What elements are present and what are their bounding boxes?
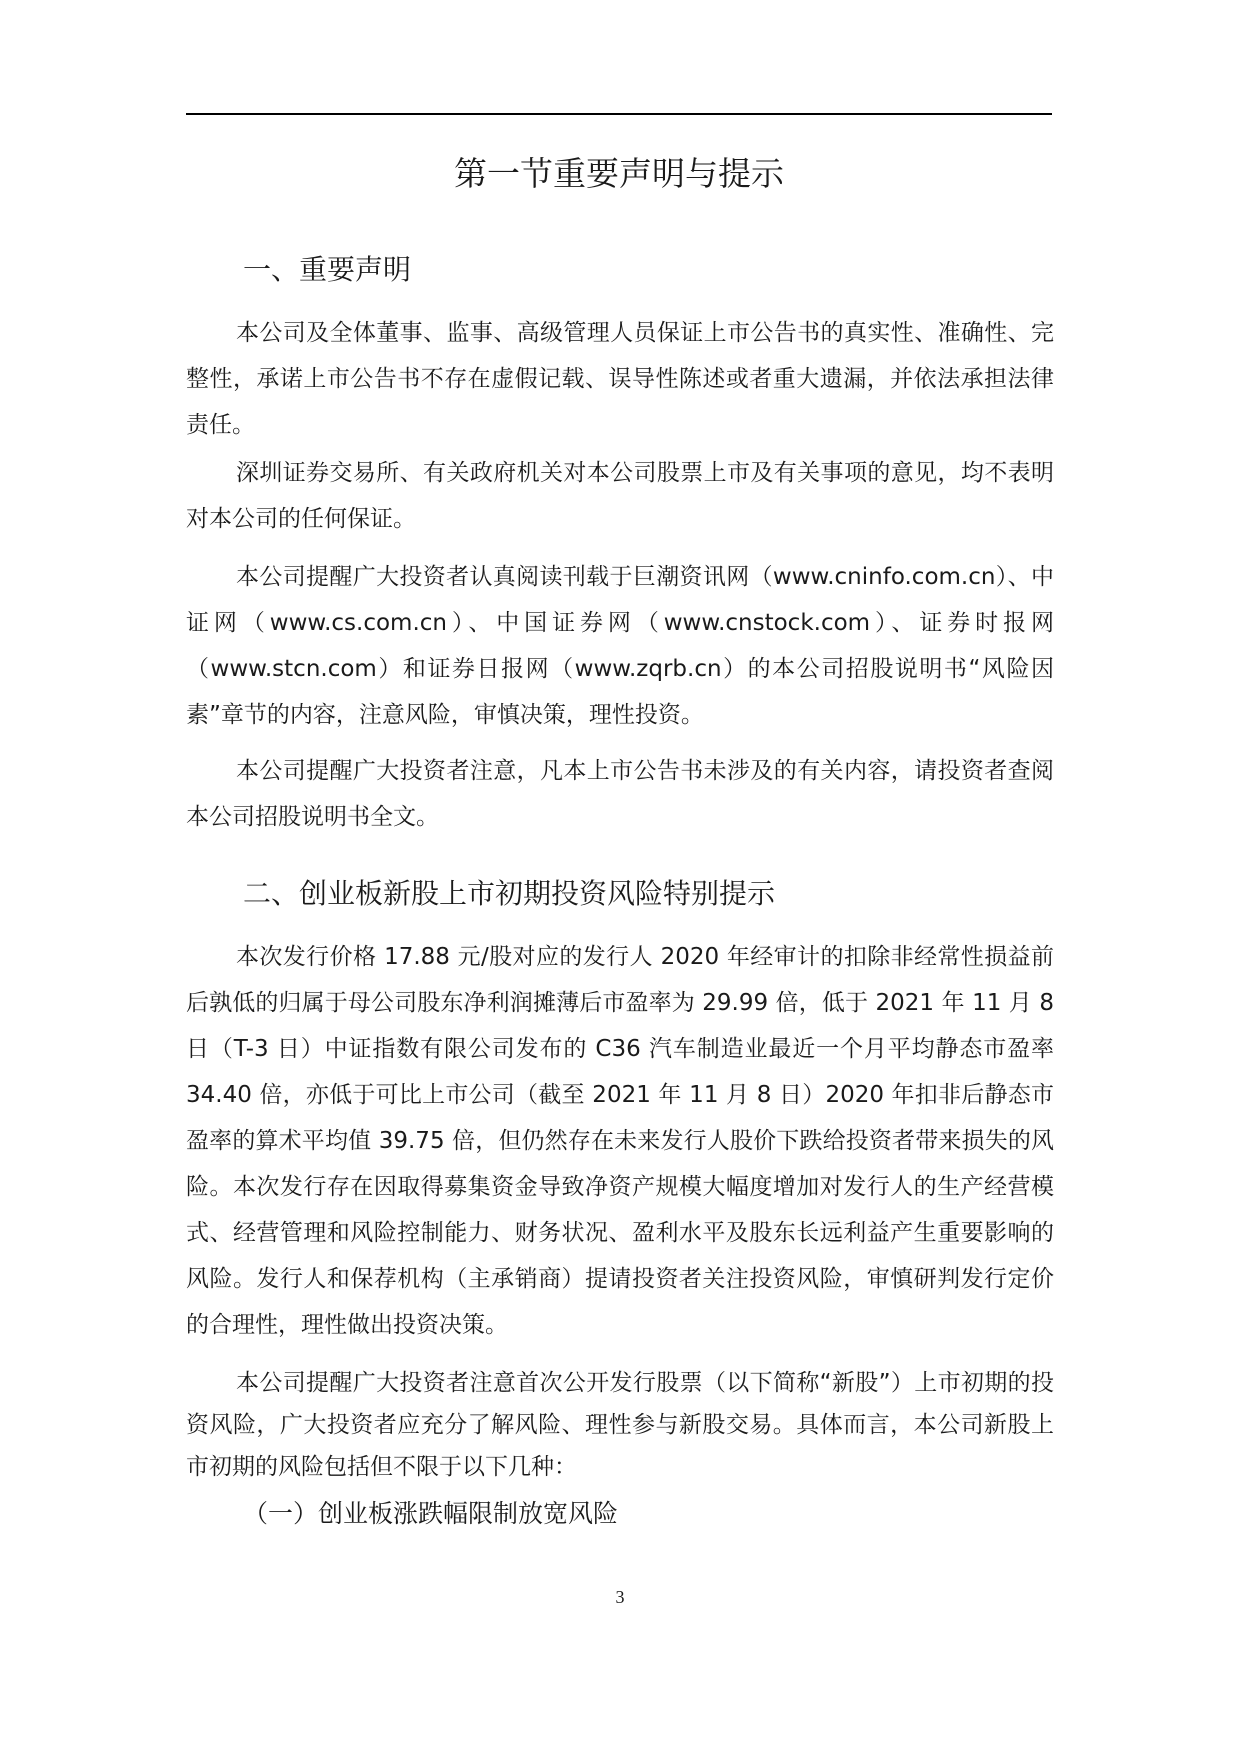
paragraph-risk-1: 本次发行价格 17.88 元/股对应的发行人 2020 年经审计的扣除非经常性损益前后孰低的归属于母公司股东净利润摊薄后市盈率为 29.99 倍，低于 2021 年 11 月 8 日（T-3 日）中证指数有限公司发布的 C36 汽车制造业最近一个月平均静态市盈率 34.40 倍，亦低于可比上市公司（截至 2021 年 11 月 8 日）2020 年扣非后静态市盈率的算术平均值 39.75 倍，但仍然存在未来发行人股价下跌给投资者带来损失的风险。本次发行存在因取得募集资金导致净资产规模大幅度增加对发行人的生产经营模式、经营管理和风险控制能力、财务状况、盈利水平及股东长远利益产生重要影响的风险。发行人和保荐机构（主承销商）提请投资者关注投资风险，审慎研判发行定价的合理性，理性做出投资决策。 [186,944,1054,1338]
page-number: 3 [615,1587,625,1607]
section-heading-important-statement: 一、重要声明 [243,253,412,286]
subheading-price-limit-risk: （一）创业板涨跌幅限制放宽风险 [243,1499,619,1528]
section-heading-risk-notice: 二、创业板新股上市初期投资风险特别提示 [243,877,776,910]
paragraph-statement-3: 本公司提醒广大投资者认真阅读刊载于巨潮资讯网（www.cninfo.com.cn）、中证网（www.cs.com.cn）、中国证券网（www.cnstock.com）、证券时报网（www.stcn.com）和证券日报网（www.zqrb.cn）的本公司招股说明书“风险因素”章节的内容，注意风险，审慎决策，理性投资。 [186,564,1054,728]
paragraph-statement-4: 本公司提醒广大投资者注意，凡本上市公告书未涉及的有关内容，请投资者查阅本公司招股说明书全文。 [186,758,1054,830]
header-rule [186,113,1052,115]
paragraph-statement-1: 本公司及全体董事、监事、高级管理人员保证上市公告书的真实性、准确性、完整性，承诺上市公告书不存在虚假记载、误导性陈述或者重大遗漏，并依法承担法律责任。 [186,320,1054,438]
paragraph-risk-2: 本公司提醒广大投资者注意首次公开发行股票（以下简称“新股”）上市初期的投资风险，广大投资者应充分了解风险、理性参与新股交易。具体而言，本公司新股上市初期的风险包括但不限于以下几种： [186,1370,1054,1480]
paragraph-statement-2: 深圳证券交易所、有关政府机关对本公司股票上市及有关事项的意见，均不表明对本公司的任何保证。 [186,460,1054,532]
page-title: 第一节重要声明与提示 [454,154,784,193]
